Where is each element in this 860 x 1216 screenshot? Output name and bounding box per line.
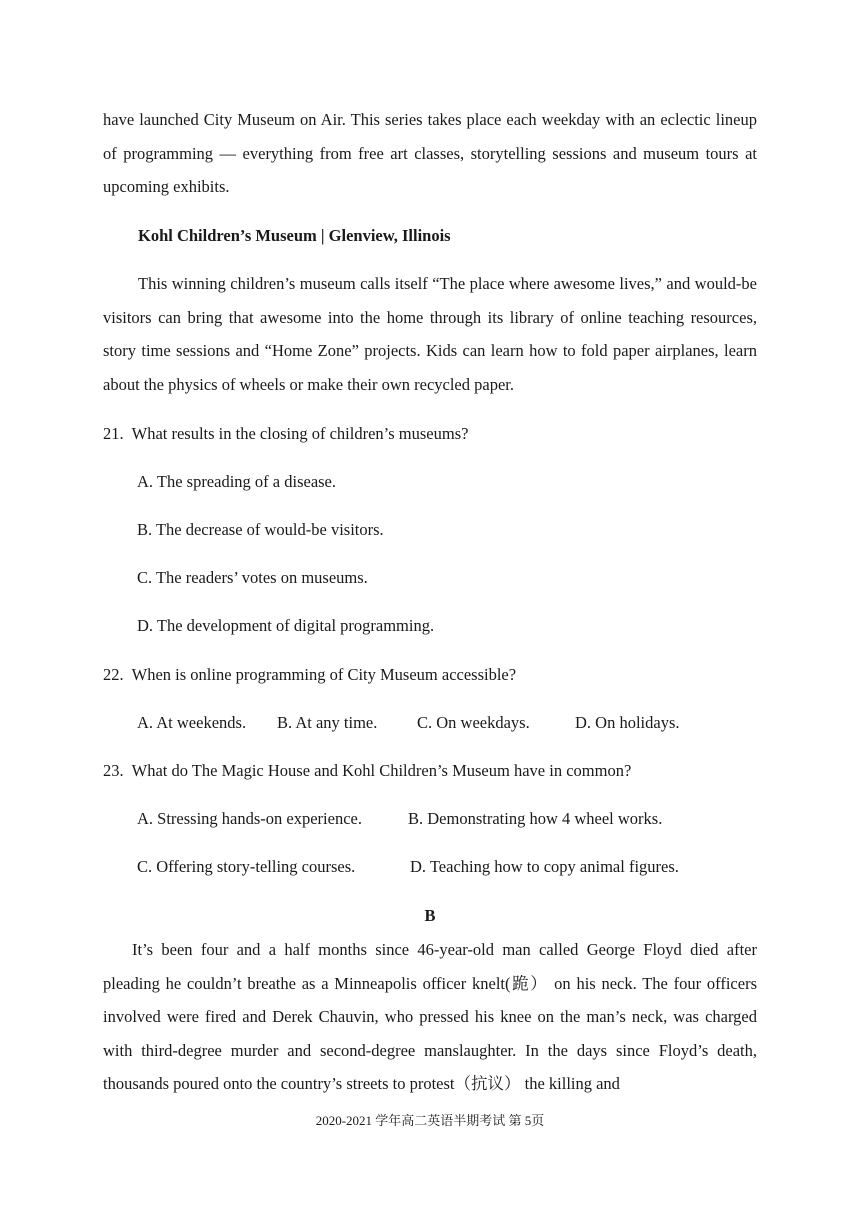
question-number: 22. (103, 665, 124, 684)
q22-option-a: A. At weekends. (137, 713, 247, 732)
question-number: 23. (103, 761, 124, 780)
kohl-museum-heading: Kohl Children’s Museum | Glenview, Illinois (138, 226, 451, 245)
question-text: What do The Magic House and Kohl Children’s Museum have in common? (131, 761, 632, 780)
q22-option-c: C. On weekdays. (417, 713, 530, 732)
page-footer: 2020-2021 学年高二英语半期考试 第 5页 (315, 1113, 545, 1128)
q23-option-c: C. Offering story-telling courses. (137, 857, 356, 876)
q23-option-d: D. Teaching how to copy animal figures. (410, 857, 679, 876)
section-b-label: B (424, 906, 436, 925)
q22-option-d: D. On holidays. (575, 713, 680, 732)
q21-option-c: C. The readers’ votes on museums. (137, 568, 368, 587)
question-22 (103, 665, 516, 685)
question-text: What results in the closing of children’s museums? (131, 424, 469, 443)
q23-option-a: A. Stressing hands-on experience. (137, 809, 362, 828)
q21-option-b: B. The decrease of would-be visitors. (137, 520, 384, 539)
question-23 (103, 761, 631, 781)
q22-option-b: B. At any time. (277, 713, 378, 732)
passage-a-continuation: have launched City Museum on Air. This series takes place each weekday with an eclectic lineup of programming — everything from free art classes, storytelling sessions and museum tours at upcoming exhibits. (103, 110, 757, 196)
question-text: When is online programming of City Museum accessible? (131, 665, 517, 684)
q21-option-a: A. The spreading of a disease. (137, 472, 337, 491)
question-21 (103, 424, 468, 444)
q21-option-d: D. The development of digital programming. (137, 616, 435, 635)
q23-option-b: B. Demonstrating how 4 wheel works. (408, 809, 663, 828)
section-b-paragraph: It’s been four and a half months since 46-year-old man called George Floyd died after pleading he couldn’t breathe as a Minneapolis officer knelt(跪） on his neck. The four officers involved were fired and Derek Chauvin, who pressed his knee on the man’s neck, was charged with third-degree murder and second-degree manslaughter. In the days since Floyd’s death, thousands poured onto the country’s streets to protest（抗议） the killing and (103, 940, 757, 1093)
kohl-museum-paragraph: This winning children’s museum calls itself “The place where awesome lives,” and would-be visitors can bring that awesome into the home through its library of online teaching resources, story time sessions and “Home Zone” projects. Kids can learn how to fold paper airplanes, learn about the physics of wheels or make their own recycled paper. (103, 274, 757, 394)
question-number: 21. (103, 424, 124, 443)
